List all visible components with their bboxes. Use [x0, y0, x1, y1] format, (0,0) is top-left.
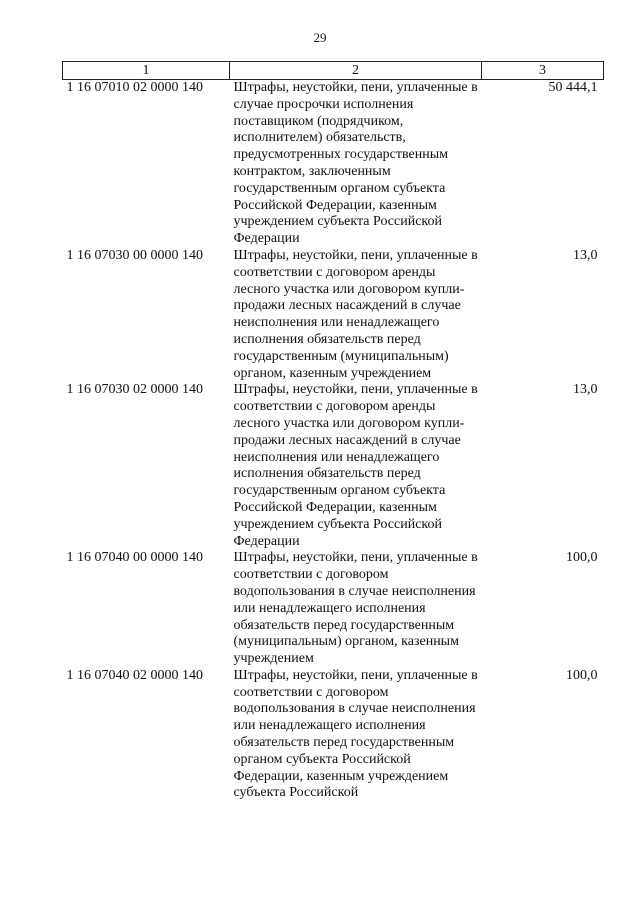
table-header: [63, 62, 604, 80]
revenue-code: 1 16 07040 00 0000 140: [66, 550, 203, 566]
revenue-amount: 100,0: [566, 667, 598, 683]
column-header-3: 3: [482, 62, 604, 80]
revenue-amount: 13,0: [573, 247, 598, 263]
table-body: [63, 80, 604, 803]
table-row: [63, 248, 604, 382]
revenue-code: 1 16 07030 02 0000 140: [66, 382, 203, 398]
revenue-description: Штрафы, неустойки, пени, уплаченные в случае просрочки исполнения поставщиком (подрядчиком, исполнителем) обязательств, предусмотренных государственным контрактом, заключенным государственным органом субъекта Российской Федерации, казенным учреждением субъекта Российской Федерации: [233, 80, 478, 247]
revenue-description: Штрафы, неустойки, пени, уплаченные в соответствии с договором аренды лесного участка или договором купли-продажи лесных насаждений в случае неисполнения или ненадлежащего исполнения обязательств перед государственным органом субъекта Российской Федерации, казенным учреждением субъекта Российской Федерации: [233, 382, 478, 549]
revenue-amount: 13,0: [573, 382, 598, 398]
revenue-description: Штрафы, неустойки, пени, уплаченные в соответствии с договором аренды лесного участка или договором купли-продажи лесных насаждений в случае неисполнения или ненадлежащего исполнения обязательств перед государственным (муниципальным) органом, казенным учреждением: [233, 247, 478, 381]
page-number: 29: [313, 30, 327, 45]
revenue-amount: 100,0: [566, 550, 598, 566]
table-row: [63, 80, 604, 248]
column-header-2: 2: [230, 62, 482, 80]
table-row: [63, 550, 604, 668]
revenue-code: 1 16 07040 02 0000 140: [66, 667, 203, 683]
revenue-description: Штрафы, неустойки, пени, уплаченные в соответствии с договором водопользования в случае неисполнения или ненадлежащего исполнения обязательств перед государственным органом субъекта Российской Федерации, казенным учреждением субъекта Российской: [233, 667, 478, 801]
revenue-code: 1 16 07010 02 0000 140: [66, 80, 203, 95]
column-header-1: 1: [63, 62, 230, 80]
revenue-code: 1 16 07030 00 0000 140: [66, 247, 203, 263]
header-row: [63, 62, 604, 80]
revenue-description: Штрафы, неустойки, пени, уплаченные в соответствии с договором водопользования в случае неисполнения или ненадлежащего исполнения обязательств перед государственным (муниципальным) органом, казенным учреждением: [233, 550, 478, 667]
table-row: [63, 668, 604, 802]
table-row: [63, 382, 604, 550]
revenue-amount: 50 444,1: [548, 80, 598, 95]
budget-table: [62, 61, 604, 802]
